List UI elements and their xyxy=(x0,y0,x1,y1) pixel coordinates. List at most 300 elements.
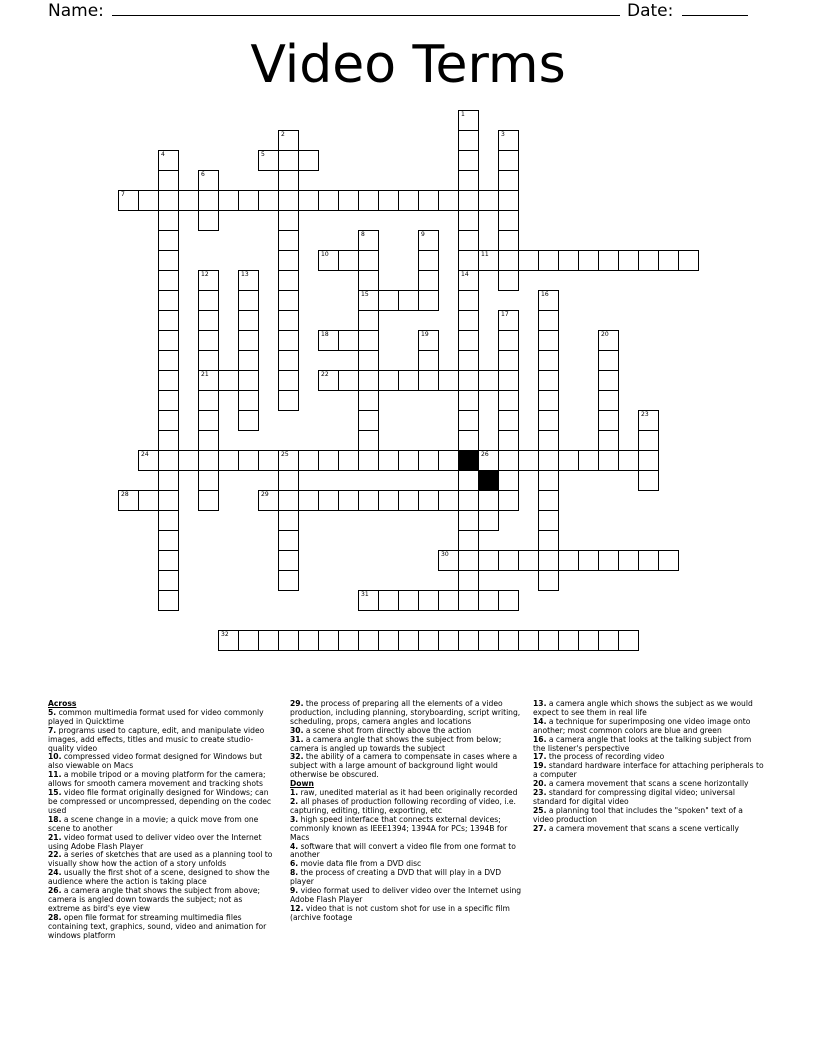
grid-cell[interactable] xyxy=(318,370,339,391)
grid-cell[interactable] xyxy=(158,210,179,231)
grid-cell[interactable] xyxy=(158,330,179,351)
grid-cell[interactable] xyxy=(558,450,579,471)
grid-cell[interactable] xyxy=(158,270,179,291)
grid-cell[interactable] xyxy=(598,410,619,431)
clue-label: 29. xyxy=(290,699,304,708)
grid-cell[interactable] xyxy=(538,390,559,411)
grid-cell[interactable] xyxy=(478,190,499,211)
grid-cell[interactable] xyxy=(238,270,259,291)
grid-cell[interactable] xyxy=(418,290,439,311)
grid-cell[interactable] xyxy=(538,570,559,591)
grid-cell[interactable] xyxy=(198,330,219,351)
grid-cell[interactable] xyxy=(278,130,299,151)
grid-cell[interactable] xyxy=(358,370,379,391)
grid-cell[interactable] xyxy=(558,250,579,271)
grid-cell[interactable] xyxy=(278,210,299,231)
grid-cell[interactable] xyxy=(218,370,239,391)
grid-cell[interactable] xyxy=(578,450,599,471)
grid-cell[interactable] xyxy=(458,490,479,511)
grid-cell[interactable] xyxy=(458,550,479,571)
clue-column-2 xyxy=(290,700,522,923)
grid-cell[interactable] xyxy=(518,450,539,471)
grid-cell[interactable] xyxy=(238,410,259,431)
grid-cell[interactable] xyxy=(598,430,619,451)
grid-cell[interactable] xyxy=(458,130,479,151)
grid-cell[interactable] xyxy=(438,370,459,391)
grid-cell[interactable] xyxy=(638,250,659,271)
grid-cell[interactable] xyxy=(378,290,399,311)
grid-cell[interactable] xyxy=(598,250,619,271)
grid-cell[interactable] xyxy=(458,310,479,331)
grid-cell[interactable] xyxy=(278,190,299,211)
grid-cell[interactable] xyxy=(458,410,479,431)
name-line[interactable] xyxy=(112,0,620,16)
grid-cell[interactable] xyxy=(418,250,439,271)
grid-cell[interactable] xyxy=(298,190,319,211)
grid-cell[interactable] xyxy=(158,290,179,311)
grid-cell[interactable] xyxy=(618,630,639,651)
grid-cell[interactable] xyxy=(198,290,219,311)
grid-cell[interactable] xyxy=(258,490,279,511)
grid-cell[interactable] xyxy=(458,430,479,451)
grid-cell[interactable] xyxy=(238,450,259,471)
grid-cell[interactable] xyxy=(578,630,599,651)
grid-cell[interactable] xyxy=(318,630,339,651)
grid-cell[interactable] xyxy=(518,630,539,651)
grid-cell[interactable] xyxy=(498,590,519,611)
grid-cell[interactable] xyxy=(238,290,259,311)
grid-cell[interactable] xyxy=(498,130,519,151)
grid-cell[interactable] xyxy=(338,450,359,471)
grid-cell[interactable] xyxy=(458,250,479,271)
grid-cell[interactable] xyxy=(398,490,419,511)
grid-cell[interactable] xyxy=(158,350,179,371)
grid-cell[interactable] xyxy=(498,410,519,431)
clue-number: 16 xyxy=(541,291,549,298)
grid-cell[interactable] xyxy=(418,270,439,291)
clue-number: 8 xyxy=(361,231,365,238)
grid-cell[interactable] xyxy=(378,190,399,211)
grid-cell[interactable] xyxy=(158,570,179,591)
grid-cell[interactable] xyxy=(358,190,379,211)
grid-cell[interactable] xyxy=(538,430,559,451)
grid-cell[interactable] xyxy=(298,150,319,171)
grid-cell[interactable] xyxy=(238,350,259,371)
grid-cell[interactable] xyxy=(338,190,359,211)
grid-cell[interactable] xyxy=(298,630,319,651)
grid-cell[interactable] xyxy=(498,330,519,351)
grid-cell[interactable] xyxy=(238,630,259,651)
grid-cell[interactable] xyxy=(358,230,379,251)
grid-cell[interactable] xyxy=(278,470,299,491)
grid-cell[interactable] xyxy=(598,350,619,371)
grid-cell[interactable] xyxy=(458,570,479,591)
grid-cell[interactable] xyxy=(518,250,539,271)
grid-cell[interactable] xyxy=(418,590,439,611)
grid-cell[interactable] xyxy=(378,450,399,471)
grid-cell[interactable] xyxy=(158,450,179,471)
grid-cell[interactable] xyxy=(558,630,579,651)
grid-cell[interactable] xyxy=(538,490,559,511)
grid-cell[interactable] xyxy=(278,250,299,271)
grid-cell[interactable] xyxy=(438,550,459,571)
grid-cell[interactable] xyxy=(538,330,559,351)
grid-cell[interactable] xyxy=(418,230,439,251)
grid-cell[interactable] xyxy=(498,490,519,511)
grid-cell[interactable] xyxy=(278,530,299,551)
grid-cell[interactable] xyxy=(138,450,159,471)
grid-cell[interactable] xyxy=(538,630,559,651)
grid-cell[interactable] xyxy=(198,410,219,431)
grid-cell[interactable] xyxy=(498,550,519,571)
grid-cell[interactable] xyxy=(258,150,279,171)
clue-text: 15. video file format originally designed for Windows; can be compressed or uncompressed, depending on the codec used xyxy=(48,788,272,815)
grid-cell[interactable] xyxy=(438,630,459,651)
grid-cell[interactable] xyxy=(538,350,559,371)
grid-cell[interactable] xyxy=(418,630,439,651)
clue-label: 10. xyxy=(48,752,62,762)
grid-cell[interactable] xyxy=(378,370,399,391)
grid-cell[interactable] xyxy=(258,630,279,651)
grid-cell[interactable] xyxy=(318,490,339,511)
grid-cell[interactable] xyxy=(538,510,559,531)
grid-cell[interactable] xyxy=(118,490,139,511)
grid-cell[interactable] xyxy=(598,450,619,471)
grid-cell[interactable] xyxy=(538,310,559,331)
grid-cell[interactable] xyxy=(278,350,299,371)
grid-cell[interactable] xyxy=(198,490,219,511)
grid-cell[interactable] xyxy=(498,270,519,291)
clue-text: 32. the ability of a camera to compensate in cases where a subject with a large amount of background light would otherwise be obscured. xyxy=(290,752,518,780)
clue-label: 21. xyxy=(48,832,62,842)
grid-cell[interactable] xyxy=(598,630,619,651)
grid-cell[interactable] xyxy=(638,450,659,471)
clue-number: 10 xyxy=(321,251,329,258)
clue-number: 31 xyxy=(361,591,369,598)
grid-cell[interactable] xyxy=(538,370,559,391)
grid-cell[interactable] xyxy=(638,430,659,451)
grid-cell[interactable] xyxy=(158,250,179,271)
grid-cell[interactable] xyxy=(418,330,439,351)
grid-cell[interactable] xyxy=(538,290,559,311)
clue-text: 22. a series of sketches that are used as a planning tool to visually show how the action of a story unfolds xyxy=(48,850,273,869)
grid-cell[interactable] xyxy=(498,210,519,231)
grid-cell[interactable] xyxy=(458,590,479,611)
grid-cell[interactable] xyxy=(458,390,479,411)
grid-cell[interactable] xyxy=(198,350,219,371)
grid-cell[interactable] xyxy=(638,470,659,491)
clue-number: 9 xyxy=(421,231,425,238)
grid-cell[interactable] xyxy=(578,550,599,571)
grid-cell[interactable] xyxy=(198,190,219,211)
grid-cell[interactable] xyxy=(338,490,359,511)
grid-cell[interactable] xyxy=(538,550,559,571)
grid-cell[interactable] xyxy=(318,330,339,351)
grid-cell[interactable] xyxy=(638,410,659,431)
clue-number: 7 xyxy=(121,191,125,198)
grid-cell[interactable] xyxy=(278,510,299,531)
grid-cell[interactable] xyxy=(158,410,179,431)
grid-cell[interactable] xyxy=(678,250,699,271)
grid-cell[interactable] xyxy=(358,350,379,371)
clue-number: 17 xyxy=(501,311,509,318)
grid-cell[interactable] xyxy=(358,290,379,311)
grid-cell[interactable] xyxy=(338,330,359,351)
grid-cell[interactable] xyxy=(498,350,519,371)
grid-cell[interactable] xyxy=(238,310,259,331)
grid-cell[interactable] xyxy=(398,450,419,471)
grid-cell[interactable] xyxy=(558,550,579,571)
grid-cell[interactable] xyxy=(478,490,499,511)
grid-cell[interactable] xyxy=(538,250,559,271)
grid-cell[interactable] xyxy=(438,490,459,511)
grid-cell[interactable] xyxy=(158,230,179,251)
grid-cell[interactable] xyxy=(458,530,479,551)
grid-cell[interactable] xyxy=(458,210,479,231)
grid-cell[interactable] xyxy=(518,550,539,571)
grid-cell[interactable] xyxy=(198,450,219,471)
clue-label: 26. xyxy=(48,886,62,896)
grid-cell[interactable] xyxy=(318,250,339,271)
grid-cell[interactable] xyxy=(458,270,479,291)
grid-cell[interactable] xyxy=(398,290,419,311)
grid-cell[interactable] xyxy=(278,330,299,351)
grid-cell[interactable] xyxy=(278,230,299,251)
grid-cell[interactable] xyxy=(198,370,219,391)
clue-number: 5 xyxy=(261,151,265,158)
grid-cell[interactable] xyxy=(198,430,219,451)
grid-cell[interactable] xyxy=(158,590,179,611)
grid-cell[interactable] xyxy=(318,450,339,471)
grid-cell[interactable] xyxy=(538,530,559,551)
clue-number: 26 xyxy=(481,451,489,458)
grid-cell[interactable] xyxy=(458,230,479,251)
grid-cell[interactable] xyxy=(458,630,479,651)
grid-cell[interactable] xyxy=(198,310,219,331)
across-heading: Across xyxy=(48,699,77,708)
grid-cell[interactable] xyxy=(438,190,459,211)
grid-cell[interactable] xyxy=(278,390,299,411)
grid-cell[interactable] xyxy=(598,390,619,411)
grid-cell[interactable] xyxy=(498,630,519,651)
grid-cell[interactable] xyxy=(278,370,299,391)
grid-cell[interactable] xyxy=(178,190,199,211)
clue-number: 23 xyxy=(641,411,649,418)
grid-cell[interactable] xyxy=(138,190,159,211)
grid-cell[interactable] xyxy=(158,170,179,191)
grid-cell[interactable] xyxy=(438,450,459,471)
grid-cell[interactable] xyxy=(318,190,339,211)
clue-number: 32 xyxy=(221,631,229,638)
grid-cell[interactable] xyxy=(418,350,439,371)
grid-cell[interactable] xyxy=(598,330,619,351)
grid-cell[interactable] xyxy=(358,250,379,271)
grid-cell[interactable] xyxy=(418,190,439,211)
grid-cell[interactable] xyxy=(458,110,479,131)
grid-cell[interactable] xyxy=(258,190,279,211)
clue-number: 18 xyxy=(321,331,329,338)
grid-cell[interactable] xyxy=(278,310,299,331)
grid-cell[interactable] xyxy=(278,150,299,171)
clue-number: 30 xyxy=(441,551,449,558)
grid-cell[interactable] xyxy=(158,310,179,331)
grid-cell[interactable] xyxy=(458,150,479,171)
grid-cell[interactable] xyxy=(178,450,199,471)
grid-cell[interactable] xyxy=(498,430,519,451)
grid-cell[interactable] xyxy=(278,290,299,311)
grid-cell[interactable] xyxy=(618,550,639,571)
grid-cell[interactable] xyxy=(238,390,259,411)
grid-cell[interactable] xyxy=(478,370,499,391)
grid-cell[interactable] xyxy=(238,190,259,211)
grid-cell[interactable] xyxy=(238,370,259,391)
grid-cell[interactable] xyxy=(478,550,499,571)
grid-cell[interactable] xyxy=(358,390,379,411)
grid-cell[interactable] xyxy=(498,310,519,331)
clue-text: 27. a camera movement that scans a scene vertically xyxy=(533,823,739,833)
grid-cell[interactable] xyxy=(618,250,639,271)
grid-cell[interactable] xyxy=(498,450,519,471)
grid-cell[interactable] xyxy=(358,410,379,431)
grid-cell[interactable] xyxy=(418,490,439,511)
grid-cell[interactable] xyxy=(238,330,259,351)
clue-text: 4. software that will convert a video file from one format to another xyxy=(290,841,516,860)
clue-label: 32. xyxy=(290,752,304,762)
grid-cell[interactable] xyxy=(458,170,479,191)
grid-cell[interactable] xyxy=(278,170,299,191)
grid-cell[interactable] xyxy=(498,390,519,411)
grid-cell[interactable] xyxy=(638,550,659,571)
grid-cell[interactable] xyxy=(478,450,499,471)
grid-cell[interactable] xyxy=(358,490,379,511)
grid-cell[interactable] xyxy=(498,250,519,271)
grid-cell[interactable] xyxy=(198,390,219,411)
grid-cell[interactable] xyxy=(538,410,559,431)
clue-label: 24. xyxy=(48,868,62,878)
grid-cell[interactable] xyxy=(378,590,399,611)
grid-cell[interactable] xyxy=(498,170,519,191)
grid-cell[interactable] xyxy=(198,210,219,231)
grid-cell[interactable] xyxy=(418,450,439,471)
grid-cell[interactable] xyxy=(358,270,379,291)
grid-cell[interactable] xyxy=(198,270,219,291)
grid-cell[interactable] xyxy=(158,530,179,551)
grid-cell[interactable] xyxy=(218,190,239,211)
grid-cell[interactable] xyxy=(398,370,419,391)
grid-cell[interactable] xyxy=(478,590,499,611)
grid-cell[interactable] xyxy=(298,490,319,511)
grid-cell[interactable] xyxy=(378,630,399,651)
grid-cell[interactable] xyxy=(418,370,439,391)
grid-cell[interactable] xyxy=(498,470,519,491)
grid-cell[interactable] xyxy=(158,370,179,391)
clue-text: 3. high speed interface that connects external devices; commonly known as IEEE1394; 1394A for PCs; 1394B for Macs xyxy=(290,814,508,842)
grid-cell[interactable] xyxy=(158,490,179,511)
grid-cell[interactable] xyxy=(358,630,379,651)
grid-cell[interactable] xyxy=(618,450,639,471)
grid-cell[interactable] xyxy=(478,510,499,531)
grid-cell[interactable] xyxy=(378,490,399,511)
grid-cell[interactable] xyxy=(278,630,299,651)
grid-cell[interactable] xyxy=(158,190,179,211)
name-field[interactable] xyxy=(48,0,620,21)
grid-cell[interactable] xyxy=(358,330,379,351)
grid-cell[interactable] xyxy=(498,150,519,171)
grid-cell[interactable] xyxy=(478,250,499,271)
grid-cell[interactable] xyxy=(358,450,379,471)
clue-text: 23. standard for compressing digital video; universal standard for digital video xyxy=(533,788,736,806)
grid-cell[interactable] xyxy=(498,190,519,211)
grid-cell[interactable] xyxy=(338,370,359,391)
grid-cell[interactable] xyxy=(458,290,479,311)
grid-cell[interactable] xyxy=(338,250,359,271)
page-title: Video Terms xyxy=(250,35,566,95)
grid-cell[interactable] xyxy=(258,450,279,471)
clue-number: 6 xyxy=(201,171,205,178)
grid-cell[interactable] xyxy=(198,170,219,191)
grid-cell[interactable] xyxy=(278,550,299,571)
grid-cell[interactable] xyxy=(538,450,559,471)
clue-label: 27. xyxy=(533,823,547,833)
grid-cell[interactable] xyxy=(158,550,179,571)
grid-cell[interactable] xyxy=(338,630,359,651)
grid-cell[interactable] xyxy=(438,590,459,611)
grid-cell[interactable] xyxy=(138,490,159,511)
grid-cell[interactable] xyxy=(298,450,319,471)
clue-number: 3 xyxy=(501,131,505,138)
grid-cell[interactable] xyxy=(278,270,299,291)
grid-cell[interactable] xyxy=(158,470,179,491)
grid-cell[interactable] xyxy=(458,190,479,211)
grid-cell[interactable] xyxy=(158,150,179,171)
grid-cell[interactable] xyxy=(458,370,479,391)
grid-cell[interactable] xyxy=(578,250,599,271)
grid-cell[interactable] xyxy=(358,430,379,451)
grid-cell[interactable] xyxy=(498,370,519,391)
grid-cell[interactable] xyxy=(658,550,679,571)
grid-cell[interactable] xyxy=(538,470,559,491)
grid-cell[interactable] xyxy=(278,570,299,591)
grid-cell[interactable] xyxy=(598,550,619,571)
grid-cell[interactable] xyxy=(278,450,299,471)
grid-cell[interactable] xyxy=(278,490,299,511)
grid-cell[interactable] xyxy=(458,350,479,371)
date-line[interactable] xyxy=(682,0,748,16)
grid-cell[interactable] xyxy=(598,370,619,391)
grid-cell[interactable] xyxy=(478,630,499,651)
clue-number: 28 xyxy=(121,491,129,498)
date-field[interactable] xyxy=(627,0,748,21)
grid-cell[interactable] xyxy=(218,450,239,471)
grid-cell[interactable] xyxy=(658,250,679,271)
grid-cell[interactable] xyxy=(118,190,139,211)
grid-cell[interactable] xyxy=(458,470,479,491)
grid-cell[interactable] xyxy=(398,630,419,651)
clue-label: 9. xyxy=(290,886,299,896)
grid-cell[interactable] xyxy=(458,510,479,531)
grid-cell[interactable] xyxy=(458,330,479,351)
grid-cell[interactable] xyxy=(398,190,419,211)
grid-cell[interactable] xyxy=(218,630,239,651)
grid-cell[interactable] xyxy=(158,510,179,531)
grid-cell[interactable] xyxy=(498,230,519,251)
grid-cell[interactable] xyxy=(198,470,219,491)
grid-cell[interactable] xyxy=(358,590,379,611)
grid-cell[interactable] xyxy=(358,310,379,331)
grid-cell[interactable] xyxy=(158,390,179,411)
grid-cell[interactable] xyxy=(158,430,179,451)
grid-cell[interactable] xyxy=(398,590,419,611)
